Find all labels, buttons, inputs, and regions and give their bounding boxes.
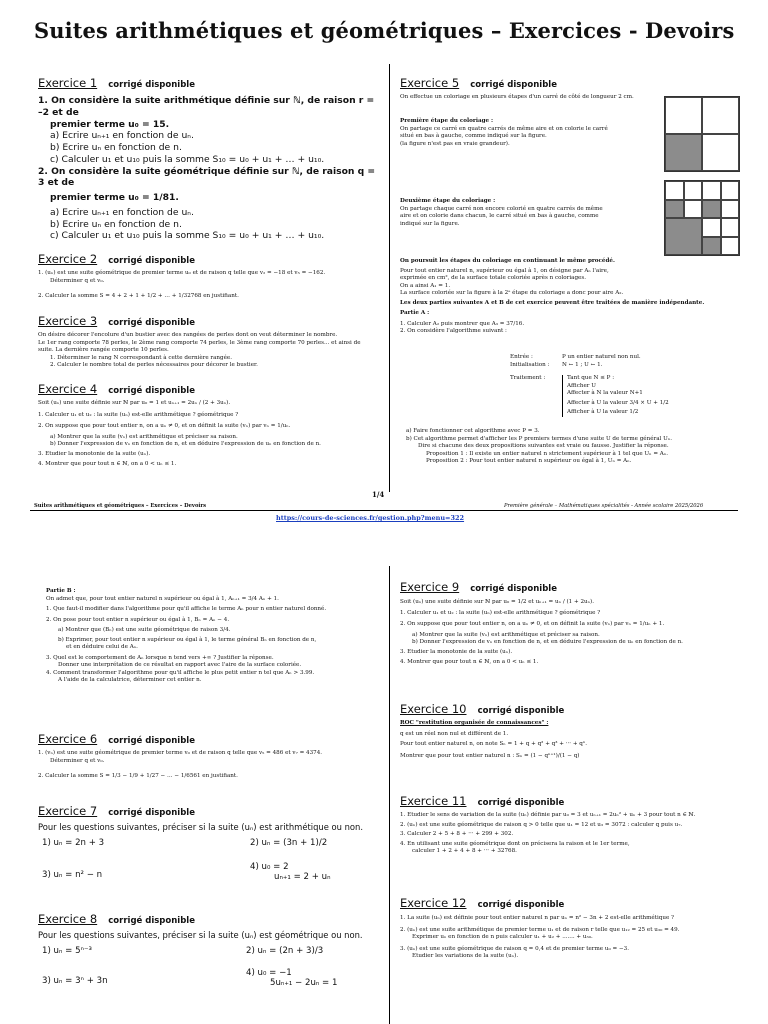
document-title: Suites arithmétiques et géométriques – Exercices - Devoirs <box>34 18 735 43</box>
figure-cell-colored <box>702 200 721 219</box>
text-line: 2. On suppose que pour tout entier n, on a uₙ ≠ 0, et on définit la suite (vₙ) par vₙ = 1/uₙ. <box>38 423 291 430</box>
text-line: 2. Calculer le nombre total de perles nécessaires pour décorer le bustier. <box>50 362 258 369</box>
text-line: Afficher U <box>567 382 596 389</box>
corrige-label: corrigé disponible <box>470 80 557 90</box>
exercise-body <box>38 750 383 781</box>
corrige-label: corrigé disponible <box>477 900 565 910</box>
text-line: 2. (uₙ) est une suite arithmétique de premier terme u₁ et de raison r telle que u₁₂ = 25 et u₃₀ = 49. <box>400 926 680 933</box>
text-line: 1. Calculer u₁ et u₂ : la suite (uₙ) est-elle arithmétique ? géométrique ? <box>400 609 601 616</box>
question-3: 3) uₙ = n² − n <box>42 870 103 880</box>
text-line: c) Calculer u₁ et u₁₀ puis la somme S₁₀ = u₀ + u₁ + … + u₁₀. <box>50 230 325 242</box>
text-line: 2. (uₙ) est une suite géométrique de raison q > 0 telle que u₁ = 12 et u₃ = 3072 : calculer q puis u₇. <box>400 821 683 828</box>
corrige-label: corrigé disponible <box>108 318 195 328</box>
corrige-label: corrigé disponible <box>108 808 195 818</box>
text-line: 2. Calculer la somme S = 1/3 − 1/9 + 1/27 − … − 1/6561 en justifiant. <box>38 773 238 780</box>
text-line: La surface coloriée sur la figure à la 2ᵉ étape du coloriage a donc pour aire A₂. <box>400 290 624 297</box>
text-line: situé en bas à gauche, comme indiqué sur la figure. <box>400 133 547 140</box>
course-link[interactable]: https://cours-de-sciences.fr/gestion.php?menu=322 <box>276 514 465 522</box>
text-line: b) Ecrire uₙ en fonction de n. <box>50 142 182 154</box>
text-line: 4. Comment transformer l'algorithme pour qu'il affiche le plus petit entier n tel que Aₙ > 3.99. <box>46 669 315 676</box>
corrige-label: corrigé disponible <box>108 736 195 746</box>
corrige-label: corrigé disponible <box>477 798 565 808</box>
question-1: 1) uₙ = 5ⁿ⁻³ <box>42 946 92 956</box>
figure-cell <box>721 181 740 200</box>
continuation-text <box>400 258 755 336</box>
text-line: c) Calculer u₁ et u₁₀ puis la somme S₁₀ = u₀ + u₁ + … + u₁₀. <box>50 153 325 165</box>
text-line: Affecter à N la valeur N+1 <box>567 390 643 397</box>
exercise-11 <box>400 790 760 856</box>
exercise-intro: On effectue un coloriage en plusieurs étapes d'un carré de côté de longueur 2 cm. <box>400 94 634 100</box>
exercise-8 <box>38 908 383 1018</box>
text-line: Déterminer q et v₀. <box>50 277 105 284</box>
text-line: On désire décorer l'encolure d'un bustier avec des rangées de perles dont on veut déterminer le nombre. <box>38 332 338 338</box>
exercise-title: Exercice 11 <box>400 794 467 808</box>
figure-cell-colored <box>702 237 721 256</box>
question-2: 2) uₙ = (3n + 1)/2 <box>250 838 328 848</box>
exercise-title: Exercice 7 <box>38 804 98 818</box>
exercise-title: Exercice 10 <box>400 702 467 716</box>
text-line: (la figure n'est pas en vraie grandeur). <box>400 140 510 147</box>
roc-title: ROC "restitution organisée de connaissances" : <box>400 720 549 726</box>
question-4-line-2: uₙ₊₁ = 2 + uₙ <box>274 872 331 882</box>
text-line: 1. La suite (uₙ) est définie pour tout entier naturel n par uₙ = n² − 3n + 2 est-elle arithmétique ? <box>400 915 675 921</box>
figure-cell <box>702 218 721 237</box>
text-line: Proposition 1 : Il existe un entier naturel n strictement supérieur à 1 tel que Uₙ = Aₙ. <box>426 450 669 457</box>
exercise-title: Exercice 8 <box>38 912 98 926</box>
text-line: Donner une interprétation de ce résultat en rapport avec l'aire de la surface coloriée. <box>58 662 302 669</box>
text-line: 3. Calculer 2 + 5 + 8 + ··· + 299 + 302. <box>400 831 514 838</box>
exercise-title: Exercice 3 <box>38 314 98 328</box>
figure-cell-colored <box>665 200 684 219</box>
question-4-line-1: 4) u₀ = −1 <box>246 968 292 978</box>
text-line: A l'aide de la calculatrice, déterminer cet entier n. <box>58 677 202 684</box>
exercise-body <box>38 400 383 469</box>
exercise-intro: Pour les questions suivantes, préciser si la suite (uₙ) est arithmétique ou non. <box>38 822 364 832</box>
question-4-line-2: 5uₙ₊₁ − 2uₙ = 1 <box>270 978 338 988</box>
text-line: premier terme u₀ = 15. <box>50 118 170 130</box>
exercise-body <box>400 599 755 667</box>
figure-step-1 <box>664 96 740 172</box>
text-line: a) Faire fonctionner cet algorithme avec P = 3. <box>406 428 540 434</box>
coloring-step-2 <box>400 198 645 228</box>
question-3: 3) uₙ = 3ⁿ + 3n <box>42 976 108 986</box>
question-4-line-1: 4) u₀ = 2 <box>250 862 289 872</box>
page-number: 1/4 <box>372 490 385 499</box>
exercise-body <box>38 332 383 370</box>
text-line: 1. Que faut-il modifier dans l'algorithme pour qu'il affiche le terme Aₙ pour n entier naturel donné. <box>46 606 327 613</box>
text-line: b) Donner l'expression de vₙ en fonction de n, et en déduire l'expression de uₙ en fonction de n. <box>412 639 683 646</box>
text-line: 4. Montrer que pour tout n ∈ ℕ, on a 0 < uₙ ≤ 1. <box>38 461 177 468</box>
algo-label: Entrée : <box>510 354 533 360</box>
algo-value: N ← 1 ; U ← 1. <box>562 361 603 368</box>
question-2: 2) uₙ = (2n + 3)/3 <box>246 946 324 956</box>
text-line: a) Montrer que la suite (vₙ) est arithmétique et préciser sa raison. <box>50 433 238 440</box>
exercise-title: Exercice 5 <box>400 76 460 90</box>
text-line: 1. (uₙ) est une suite géométrique de premier terme u₀ et de raison q telle que v₂ = −18 et v₅ = −162. <box>38 270 326 276</box>
text-line: Dire si chacune des deux propositions suivantes est vraie ou fausse. Justifier la réponse. <box>418 443 669 450</box>
exercise-title: Exercice 6 <box>38 732 98 746</box>
text-line: Les deux parties suivantes A et B de cet exercice peuvent être traitées de manière indépendante. <box>400 299 705 306</box>
text-line: a) Montrer que (Bₙ) est une suite géométrique de raison 3/4. <box>58 627 231 634</box>
question-4 <box>250 862 331 882</box>
figure-cell <box>721 237 740 256</box>
text-line: Pour tout entier naturel n, supérieur ou égal à 1, on désigne par Aₙ l'aire, <box>400 267 609 274</box>
algo-loop <box>562 375 669 417</box>
algo-value: P un entier naturel non nul. <box>562 354 641 360</box>
text-line: Déterminer q et v₀. <box>50 757 105 764</box>
text-line: Le 1er rang comporte 78 perles, le 2ème rang comporte 74 perles, le 3ème rang comporte 70 perles... et ainsi de <box>38 339 361 346</box>
text-line: indiqué sur la figure. <box>400 220 460 227</box>
exercise-6 <box>38 728 383 781</box>
algo-label: Initialisation : <box>510 361 550 368</box>
text-line: Proposition 2 : Pour tout entier naturel n supérieur ou égal à 1, Uₙ = Aₙ. <box>426 458 632 465</box>
text-line: et en déduire celui de Aₙ. <box>66 644 138 651</box>
figure-cell <box>684 200 703 219</box>
corrige-label: corrigé disponible <box>108 386 195 396</box>
text-line: 3. Etudier la monotonie de la suite (uₙ). <box>400 648 513 655</box>
exercise-title: Exercice 9 <box>400 580 460 594</box>
after-algorithm <box>406 428 756 466</box>
exercise-title: Exercice 4 <box>38 382 98 396</box>
corrige-label: corrigé disponible <box>108 80 195 90</box>
text-line: Soit (uₙ) une suite définie sur ℕ par u₀ = 1 et uₙ₊₁ = 2uₙ / (2 + 3uₙ). <box>38 400 231 406</box>
exercise-title: Exercice 2 <box>38 252 98 266</box>
text-line: Tant que N ≤ P : <box>567 375 615 382</box>
text-line: 2. On considère l'algorithme suivant : <box>400 328 507 335</box>
text-line: 1. Déterminer le rang N correspondant à cette dernière rangée. <box>50 354 233 361</box>
algo-label: Traitement : <box>510 375 546 382</box>
coloring-step-1 <box>400 118 645 148</box>
figure-cell <box>721 200 740 219</box>
figure-cell <box>665 97 702 134</box>
text-line: exprimée en cm², de la surface totale coloriée après n coloriages. <box>400 275 587 282</box>
exercise-body <box>38 95 378 242</box>
text-line: 4. En utilisant une suite géométrique dont on précisera la raison et le 1er terme, <box>400 840 630 847</box>
exercise-2 <box>38 248 378 301</box>
text-line: 1. On considère la suite arithmétique définie sur ℕ, de raison r = –2 et de <box>38 95 375 118</box>
text-line: Exprimer uₙ en fonction de n puis calculer u₁ + u₂ + ....... + u₃₀. <box>412 934 593 941</box>
part-b-title: Partie B : <box>46 588 76 594</box>
exercise-title: Exercice 1 <box>38 76 98 90</box>
text-line: a) Ecrire uₙ₊₁ en fonction de uₙ. <box>50 130 194 142</box>
part-b <box>46 588 382 685</box>
exercise-body <box>400 915 760 961</box>
figure-step-2 <box>664 180 740 256</box>
text-line: On admet que, pour tout entier naturel n supérieur ou égal à 1, Aₙ₊₁ = 3/4 Aₙ + 1. <box>46 595 279 602</box>
text-line: premier terme u₀ = 1/81. <box>50 192 179 204</box>
text-line: 2. On pose pour tout entier n supérieur ou égal à 1, Bₙ = Aₙ − 4. <box>46 616 230 623</box>
exercise-4 <box>38 378 383 469</box>
text-line: On partage ce carré en quatre carrés de même aire et on colorie le carré <box>400 125 608 132</box>
corrige-label: corrigé disponible <box>108 916 195 926</box>
column-divider <box>389 566 390 1024</box>
figure-cell <box>665 181 684 200</box>
figure-cell <box>684 181 703 200</box>
exercise-3 <box>38 310 383 370</box>
figure-cell <box>721 218 740 237</box>
text-line: Montrer que pour tout entier naturel n : Sₙ = (1 − qⁿ⁺¹)/(1 − q) <box>400 752 580 759</box>
text-line: 2. Calculer la somme S = 4 + 2 + 1 + 1/2 + … + 1/32768 en justifiant. <box>38 293 239 300</box>
text-line: 1. (vₙ) est une suite géométrique de premier terme v₀ et de raison q telle que v₅ = 486 et v₇ = 4374. <box>38 750 323 756</box>
text-line: q est un réel non nul et différent de 1. <box>400 730 509 737</box>
text-line: 3. Quel est le comportement de Aₙ lorsque n tend vers +∞ ? Justifier la réponse. <box>46 654 274 661</box>
corrige-label: corrigé disponible <box>477 706 565 716</box>
text-line: 2. On considère la suite géométrique définie sur ℕ, de raison q = 3 et de <box>38 165 376 189</box>
text-line: a) Ecrire uₙ₊₁ en fonction de uₙ. <box>50 206 194 218</box>
text-line: calculer 1 + 2 + 4 + 8 + ··· + 32768. <box>412 848 517 855</box>
figure-cell <box>702 181 721 200</box>
question-4 <box>246 968 337 988</box>
exercise-body <box>38 270 378 301</box>
exercise-1 <box>38 72 378 242</box>
corrige-label: corrigé disponible <box>470 584 557 594</box>
text-line: b) Donner l'expression de vₙ en fonction de n, et en déduire l'expression de uₙ en fonction de n. <box>50 441 321 448</box>
text-line: Pour tout entier naturel n, on note Sₙ = 1 + q + q² + q³ + ··· + qⁿ. <box>400 741 588 748</box>
text-line: Etudier les variations de la suite (uₙ). <box>412 953 519 960</box>
exercise-9 <box>400 576 755 667</box>
text-line: b) Cet algorithme permet d'afficher les P premiers termes d'une suite U de terme général Uₙ. <box>406 435 673 442</box>
text-line: Affecter à U la valeur 3/4 × U + 1/2 <box>567 399 669 406</box>
text-line: 2. On suppose que pour tout entier n, on a uₙ ≠ 0, et on définit la suite (vₙ) par vₙ = 1/uₙ + 1. <box>400 621 665 628</box>
text-line: b) Exprimer, pour tout entier n supérieur ou égal à 1, le terme général Bₙ en fonction de n, <box>58 636 317 643</box>
text-line: 4. Montrer que pour tout n ∈ ℕ, on a 0 < uₙ ≤ 1. <box>400 659 539 666</box>
footer-left: Suites arithmétiques et géométriques – Exercices – Devoirs <box>34 503 207 509</box>
exercise-intro: Pour les questions suivantes, préciser si la suite (uₙ) est géométrique ou non. <box>38 930 363 940</box>
figure-cell <box>702 134 739 171</box>
text-line: Deuxième étape du coloriage : <box>400 198 496 204</box>
text-line: On a ainsi A₁ = 1. <box>400 282 451 289</box>
exercise-body <box>400 812 760 856</box>
text-line: 3. (uₙ) est une suite géométrique de raison q = 0,4 et de premier terme u₀ = −3. <box>400 945 629 952</box>
figure-cell-colored <box>665 134 702 171</box>
corrige-label: corrigé disponible <box>108 256 195 266</box>
part-a-title: Partie A : <box>400 310 430 317</box>
text-line: On partage chaque carré non encore colorié en quatre carrés de même <box>400 205 603 212</box>
exercise-body <box>400 720 755 760</box>
question-1: 1) uₙ = 2n + 3 <box>42 838 105 848</box>
text-line: 1. Etudier le sens de variation de la suite (uₙ) définie par u₀ = 3 et uₙ₊₁ = 2uₙ² + uₙ + 3 pour tout n ∈ ℕ. <box>400 812 696 818</box>
figure-cell-colored <box>665 218 702 255</box>
text-line: 1. Calculer A₂ puis montrer que A₃ = 37/16. <box>400 320 525 327</box>
text-line: aire et on colorie dans chacun, le carré situé en bas à gauche, comme <box>400 213 599 220</box>
text-line: Afficher à U la valeur 1/2 <box>567 409 639 416</box>
column-divider <box>389 64 390 492</box>
text-line: b) Ecrire uₙ en fonction de n. <box>50 218 182 230</box>
text-line: Soit (uₙ) une suite définie sur ℕ par u₀ = 1/2 et uₙ₊₁ = uₙ / (1 + 2uₙ). <box>400 599 595 605</box>
footer-right: Première générale – Mathématiques spécialités - Année scolaire 2025/2026 <box>504 503 704 509</box>
text-line: suite. La dernière rangée comporte 10 perles. <box>38 347 169 354</box>
exercise-10 <box>400 698 755 760</box>
text-line: a) Montrer que la suite (vₙ) est arithmétique et préciser sa raison. <box>412 631 600 638</box>
footer-divider <box>30 510 738 511</box>
text-line: Première étape du coloriage : <box>400 118 494 124</box>
algorithm-box <box>510 354 750 417</box>
figure-cell <box>702 97 739 134</box>
exercise-7 <box>38 800 383 882</box>
exercise-title: Exercice 12 <box>400 896 467 910</box>
text-line: 1. Calculer u₁ et u₂ : la suite (uₙ) est-elle arithmétique ? géométrique ? <box>38 411 239 418</box>
text-line: On poursuit les étapes du coloriage en continuant le même procédé. <box>400 258 615 264</box>
text-line: 3. Etudier la monotonie de la suite (uₙ). <box>38 450 151 457</box>
exercise-12 <box>400 892 760 961</box>
